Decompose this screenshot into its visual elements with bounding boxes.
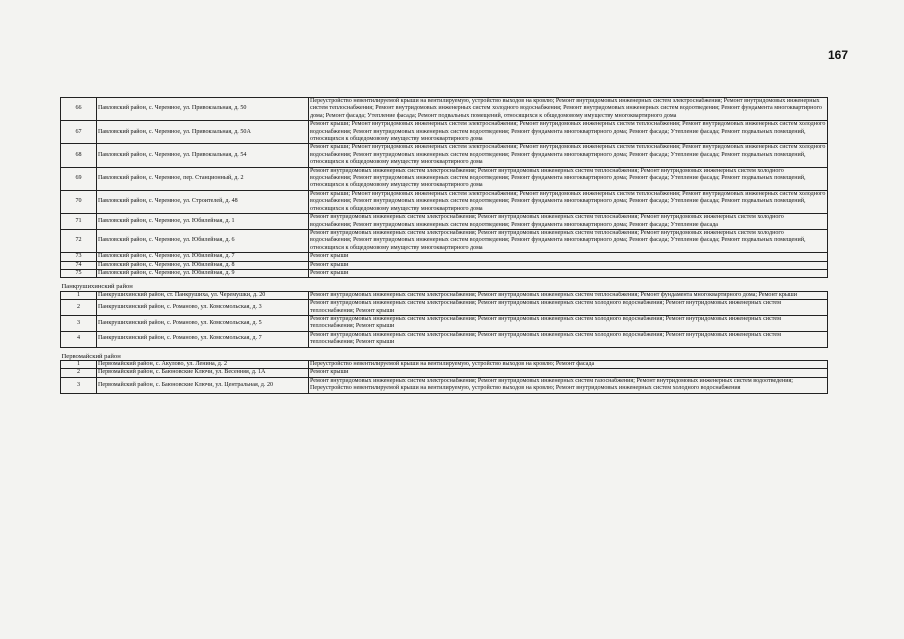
row-works: Ремонт крыши [309, 369, 828, 377]
row-works: Ремонт внутридомовых инженерных систем электроснабжения; Ремонт внутридомовых инженерных систем холодного водоснабжения; Ремонт внутридомовых инженерных систем теплоснабжения; Ремонт крыши [309, 331, 828, 347]
row-address: Первомайский район, с. Баюновские Ключи, ул. Центральная, д. 20 [97, 377, 309, 393]
row-address: Панкрушихинский район, с. Романово, ул. Комсомольская, д. 7 [97, 331, 309, 347]
row-works: Переустройство невентилируемой крыши на вентилируемую, устройство выходов на кровлю; Ремонт фасада [309, 361, 828, 369]
row-number: 3 [61, 377, 97, 393]
table-row [61, 315, 828, 331]
row-works: Ремонт крыши [309, 261, 828, 269]
row-address: Павловский район, с. Черемное, ул. Привокзальная, д. 50 [97, 98, 309, 121]
row-number: 3 [61, 315, 97, 331]
row-number: 74 [61, 261, 97, 269]
row-works: Ремонт внутридомовых инженерных систем электроснабжения; Ремонт внутридомовых инженерных систем холодного водоснабжения; Ремонт внутридомовых инженерных систем теплоснабжения; Ремонт крыши [309, 315, 828, 331]
page-number: 167 [828, 48, 849, 62]
row-number: 66 [61, 98, 97, 121]
table-row [61, 361, 828, 369]
row-address: Павловский район, с. Черемное, ул. Юбилейная, д. 1 [97, 214, 309, 230]
row-number: 75 [61, 269, 97, 277]
row-works: Ремонт внутридомовых инженерных систем электроснабжения; Ремонт внутридомовых инженерных систем теплоснабжения; Ремонт внутридомовых инженерных систем холодного водоснабжения; Ремонт внутридомовых инженерных систем водоотведения; Ремонт фундамента многоквартирного дома; Ремонт фасада; Утепление фасада [309, 214, 828, 230]
row-address: Павловский район, с. Черемное, ул. Юбилейная, д. 6 [97, 229, 309, 252]
row-address: Панкрушихинский район, с. Романово, ул. Комсомольская, д. 5 [97, 315, 309, 331]
row-number: 4 [61, 331, 97, 347]
section-header [61, 347, 828, 360]
table-row [61, 190, 828, 213]
row-works: Ремонт крыши; Ремонт внутридомовых инженерных систем электроснабжения; Ремонт внутридомовых инженерных систем теплоснабжения; Ремонт внутридомовых инженерных систем холодного водоснабжения; Ремонт внутридомовых инженерных систем водоотведения; Ремонт фундамента многоквартирного дома; Ремонт фасада; Утепление фасада; Ремонт подвальных помещений, относящихся к общедомовому имуществу многоквартирного дома [309, 190, 828, 213]
row-number: 71 [61, 214, 97, 230]
row-works: Ремонт внутридомовых инженерных систем электроснабжения; Ремонт внутридомовых инженерных систем теплоснабжения; Ремонт внутридомовых инженерных систем холодного водоснабжения; Ремонт внутридомовых инженерных систем водоотведения; Ремонт фундамента многоквартирного дома; Ремонт фасада; Утепление фасада; Ремонт подвальных помещений, относящихся к общедомовому имуществу многоквартирного дома [309, 167, 828, 190]
row-number: 73 [61, 253, 97, 261]
row-works: Ремонт внутридомовых инженерных систем электроснабжения; Ремонт внутридомовых инженерных систем холодного водоснабжения; Ремонт внутридомовых инженерных систем теплоснабжения; Ремонт крыши [309, 300, 828, 316]
table-row [61, 331, 828, 347]
row-number: 68 [61, 144, 97, 167]
row-works: Ремонт внутридомовых инженерных систем электроснабжения; Ремонт внутридомовых инженерных систем теплоснабжения; Ремонт внутридомовых инженерных систем холодного водоснабжения; Ремонт внутридомовых инженерных систем водоотведения; Ремонт фундамента многоквартирного дома; Ремонт фасада; Утепление фасада; Ремонт подвальных помещений, относящихся к общедомовому имуществу многоквартирного дома [309, 229, 828, 252]
row-address: Панкрушихинский район, с. Романово, ул. Комсомольская, д. 3 [97, 300, 309, 316]
row-works: Ремонт крыши [309, 253, 828, 261]
table-row [61, 269, 828, 277]
row-address: Павловский район, с. Черемное, ул. Привокзальная, д. 50А [97, 121, 309, 144]
repair-table [60, 97, 828, 394]
table-row [61, 261, 828, 269]
section-header [61, 278, 828, 291]
row-number: 1 [61, 291, 97, 299]
table-row [61, 167, 828, 190]
row-address: Панкрушихинский район, ст. Панкрушиха, ул. Черемушки, д. 20 [97, 291, 309, 299]
table-row [61, 377, 828, 393]
section-title: Первомайский район [61, 347, 828, 360]
table-row [61, 98, 828, 121]
row-address: Павловский район, с. Черемное, пер. Станционный, д. 2 [97, 167, 309, 190]
table-row [61, 229, 828, 252]
table-row [61, 291, 828, 299]
row-address: Павловский район, с. Черемное, ул. Юбилейная, д. 7 [97, 253, 309, 261]
row-works: Переустройство невентилируемой крыши на вентилируемую, устройство выходов на кровлю; Ремонт внутридомовых инженерных систем электроснабжения; Ремонт внутридомовых инженерных систем теплоснабжения; Ремонт внутридомовых инженерных систем холодного водоснабжения; Ремонт внутридомовых инженерных систем водоотведения; Ремонт фундамента многоквартирного дома; Ремонт фасада; Утепление фасада; Ремонт подвальных помещений, относящихся к общедомовому имуществу многоквартирного дома [309, 98, 828, 121]
row-works: Ремонт крыши; Ремонт внутридомовых инженерных систем электроснабжения; Ремонт внутридомовых инженерных систем теплоснабжения; Ремонт внутридомовых инженерных систем холодного водоснабжения; Ремонт внутридомовых инженерных систем водоотведения; Ремонт фундамента многоквартирного дома; Ремонт фасада; Утепление фасада; Ремонт подвальных помещений, относящихся к общедомовому имуществу многоквартирного дома [309, 144, 828, 167]
row-works: Ремонт внутридомовых инженерных систем электроснабжения; Ремонт внутридомовых инженерных систем теплоснабжения; Ремонт фундамента многоквартирного дома; Ремонт крыши [309, 291, 828, 299]
row-address: Павловский район, с. Черемное, ул. Юбилейная, д. 9 [97, 269, 309, 277]
row-address: Павловский район, с. Черемное, ул. Привокзальная, д. 54 [97, 144, 309, 167]
row-works: Ремонт внутридомовых инженерных систем электроснабжения; Ремонт внутридомовых инженерных систем газоснабжения; Ремонт внутридомовых инженерных систем водоотведения; Переустройство невентилируемой крыши на вентилируемую, устройство выходов на кровлю; Ремонт внутридомовых инженерных систем холодного водоснабжения [309, 377, 828, 393]
row-number: 70 [61, 190, 97, 213]
row-address: Первомайский район, с. Акулово, ул. Ленина, д. 2 [97, 361, 309, 369]
table-row [61, 369, 828, 377]
row-works: Ремонт крыши; Ремонт внутридомовых инженерных систем электроснабжения; Ремонт внутридомовых инженерных систем теплоснабжения; Ремонт внутридомовых инженерных систем холодного водоснабжения; Ремонт внутридомовых инженерных систем водоотведения; Ремонт фундамента многоквартирного дома; Ремонт фасада; Утепление фасада; Ремонт подвальных помещений, относящихся к общедомовому имуществу многоквартирного дома [309, 121, 828, 144]
table-row [61, 253, 828, 261]
row-number: 2 [61, 369, 97, 377]
table-row [61, 144, 828, 167]
row-number: 72 [61, 229, 97, 252]
table-row [61, 121, 828, 144]
row-address: Первомайский район, с. Баюновские Ключи, ул. Весенняя, д. 1А [97, 369, 309, 377]
table-row [61, 300, 828, 316]
table-row [61, 214, 828, 230]
row-address: Павловский район, с. Черемное, ул. Юбилейная, д. 8 [97, 261, 309, 269]
row-number: 1 [61, 361, 97, 369]
row-number: 69 [61, 167, 97, 190]
section-title: Панкрушихинский район [61, 278, 828, 291]
row-number: 67 [61, 121, 97, 144]
row-address: Павловский район, с. Черемное, ул. Строителей, д. 48 [97, 190, 309, 213]
row-works: Ремонт крыши [309, 269, 828, 277]
row-number: 2 [61, 300, 97, 316]
